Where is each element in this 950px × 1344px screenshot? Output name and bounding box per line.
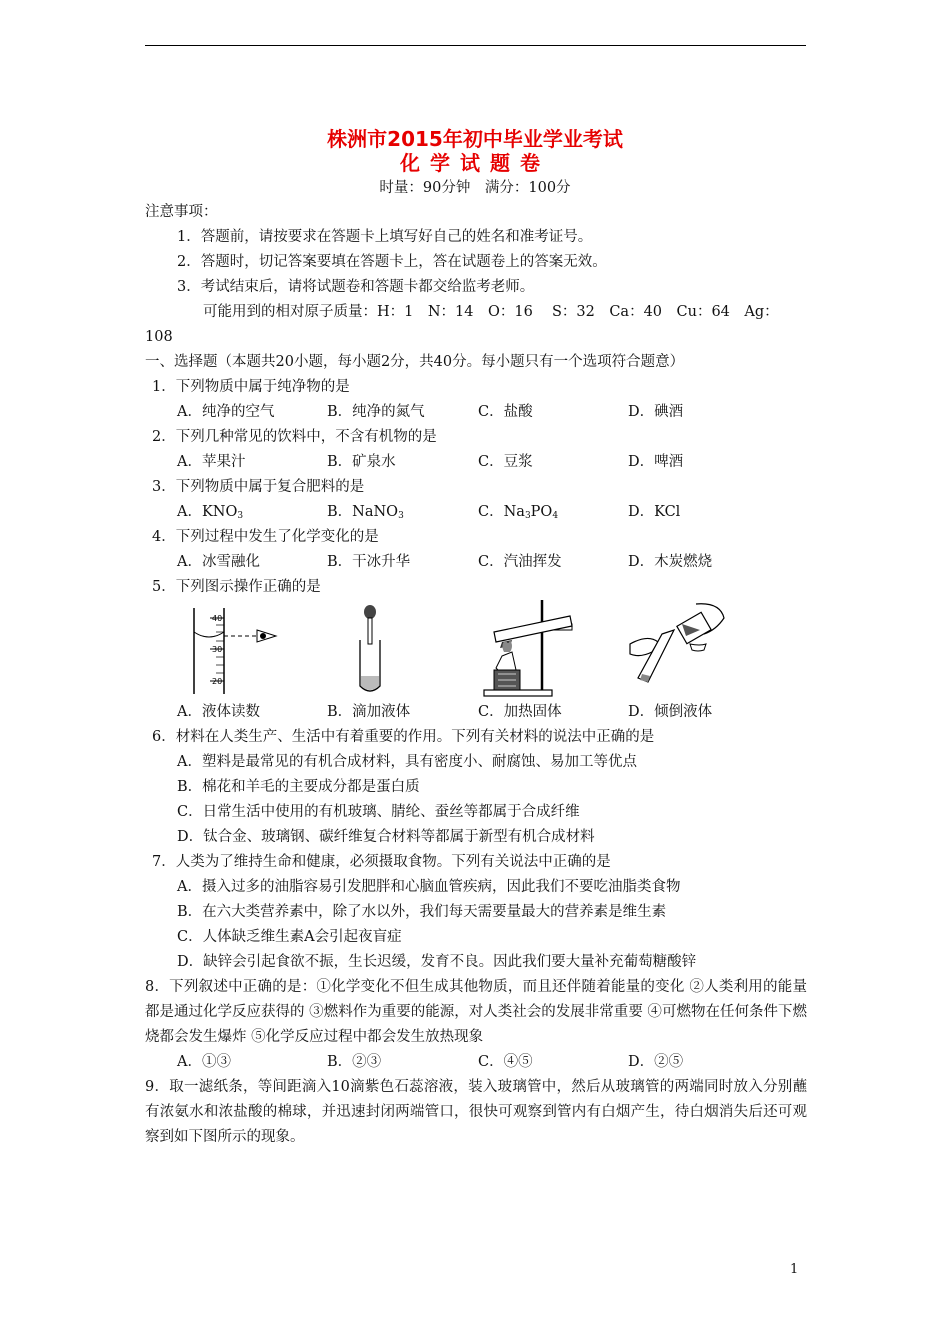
page-number: 1: [790, 1262, 799, 1277]
section-heading: 一、选择题（本题共20小题，每小题2分，共40分。每小题只有一个选项符合题意）: [145, 354, 685, 370]
dropper-figure: [350, 604, 390, 696]
option-a: A．冰雪融化: [177, 554, 260, 570]
option-d: D．KCl: [628, 504, 681, 520]
option-a: A．苹果汁: [177, 454, 246, 470]
option-d: D．②⑤: [628, 1054, 684, 1070]
atomic-mass-line: 可能用到的相对原子质量：H：1 N：14 O：16 S：32 Ca：40 Cu：64 Ag：: [203, 304, 779, 320]
cylinder-tick-label: 30: [212, 645, 223, 654]
option-b: B．NaNO$_3$: [327, 504, 404, 521]
option-a: A．纯净的空气: [177, 404, 275, 420]
option-c: C．加热固体: [478, 704, 562, 720]
exam-info: 时量：90分钟 满分：100分: [379, 180, 571, 196]
option-c: C．④⑤: [478, 1054, 533, 1070]
cylinder-tick-label: 40: [212, 614, 223, 623]
option-a: A．摄入过多的油脂容易引发肥胖和心脑血管疾病，因此我们不要吃油脂类食物: [177, 879, 681, 895]
atomic-mass-line-cont: 108: [145, 329, 173, 345]
question-stem: 4．下列过程中发生了化学变化的是: [152, 529, 379, 545]
cylinder-reading-figure: [180, 604, 280, 696]
option-a: A．液体读数: [177, 704, 260, 720]
note-item: 1．答题前，请按要求在答题卡上填写好自己的姓名和准考证号。: [177, 229, 593, 245]
option-d: D．木炭燃烧: [628, 554, 713, 570]
option-d: D．碘酒: [628, 404, 684, 420]
question-stem: 5．下列图示操作正确的是: [152, 579, 321, 595]
option-d: D．啤酒: [628, 454, 684, 470]
option-c: C．$Na_3PO_4$: [478, 504, 559, 521]
heating-solid-figure: [482, 596, 587, 700]
question-stem: 8．下列叙述中正确的是：①化学变化不但生成其他物质，而且还伴随着能量的变化 ②人类利用的能量都是通过化学反应获得的 ③燃料作为重要的能源，对人类社会的发展非常重要 ④可燃物在任何条件下燃烧都会发生爆炸 ⑤化学反应过程中都会发生放热现象: [145, 979, 807, 1045]
option-a: A．塑料是最常见的有机合成材料，具有密度小、耐腐蚀、易加工等优点: [177, 754, 637, 770]
option-b: B．在六大类营养素中，除了水以外，我们每天需要量最大的营养素是维生素: [177, 904, 667, 920]
option-b: B．棉花和羊毛的主要成分都是蛋白质: [177, 779, 420, 795]
option-b: B．干冰升华: [327, 554, 411, 570]
option-d: D．缺锌会引起食欲不振，生长迟缓，发育不良。因此我们要大量补充葡萄糖酸锌: [177, 954, 697, 970]
note-item: 2．答题时，切记答案要填在答题卡上，答在试题卷上的答案无效。: [177, 254, 607, 270]
notes-heading: 注意事项：: [145, 204, 218, 220]
exam-title: 株洲市2015年初中毕业学业考试: [327, 127, 623, 151]
question-stem: 7．人类为了维持生命和健康，必须摄取食物。下列有关说法中正确的是: [152, 854, 611, 870]
exam-subtitle: 化学试题卷: [400, 151, 550, 175]
option-b: B．②③: [327, 1054, 382, 1070]
pouring-liquid-figure: [628, 600, 728, 696]
option-b: B．滴加液体: [327, 704, 411, 720]
option-c: C．盐酸: [478, 404, 533, 420]
option-a: A．①③: [177, 1054, 231, 1070]
question-stem: 3．下列物质中属于复合肥料的是: [152, 479, 365, 495]
option-d: D．钛合金、玻璃钢、碳纤维复合材料等都属于新型有机合成材料: [177, 829, 595, 845]
option-d: D．倾倒液体: [628, 704, 713, 720]
question-stem: 2．下列几种常见的饮料中，不含有机物的是: [152, 429, 437, 445]
option-a: A．$KNO_3$: [177, 504, 244, 521]
question-stem: 6．材料在人类生产、生活中有着重要的作用。下列有关材料的说法中正确的是: [152, 729, 655, 745]
option-b: B．矿泉水: [327, 454, 396, 470]
option-c: C．豆浆: [478, 454, 533, 470]
option-c: C．汽油挥发: [478, 554, 562, 570]
question-stem: 9．取一滤纸条，等间距滴入10滴紫色石蕊溶液，装入玻璃管中，然后从玻璃管的两端同时放入分别蘸有浓氨水和浓盐酸的棉球，并迅速封闭两端管口，很快可观察到管内有白烟产生，待白烟消失后还可观察到如下图所示的现象。: [145, 1079, 807, 1145]
option-b: B．纯净的氮气: [327, 404, 425, 420]
option-c: C．人体缺乏维生素A会引起夜盲症: [177, 929, 402, 945]
header-rule: [145, 45, 806, 46]
cylinder-tick-label: 20: [212, 677, 223, 686]
option-c: C．日常生活中使用的有机玻璃、腈纶、蚕丝等都属于合成纤维: [177, 804, 580, 820]
question-stem: 1．下列物质中属于纯净物的是: [152, 379, 350, 395]
note-item: 3．考试结束后，请将试题卷和答题卡都交给监考老师。: [177, 279, 535, 295]
